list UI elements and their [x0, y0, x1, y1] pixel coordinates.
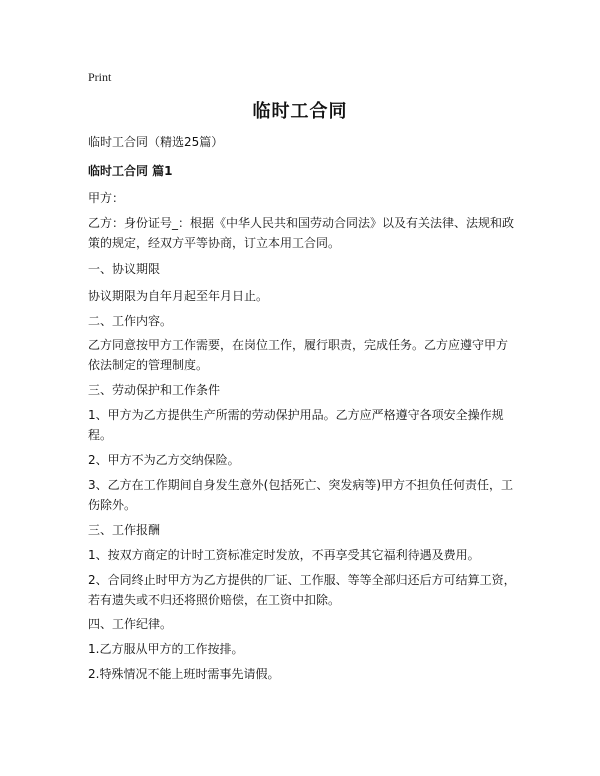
protection-item-3: 3、乙方在工作期间自身发生意外(包括死亡、突发病等)甲方不担负任何责任，工伤除外。 — [88, 478, 514, 512]
discipline-item-1: 1.乙方服从甲方的工作按排。 — [88, 642, 244, 656]
party-b-paragraph: 乙方：身份证号_：根据《中华人民共和国劳动合同法》以及有关法律、法规和政策的规定，经双方平等协商，订立本用工合同。 — [88, 216, 515, 250]
pay-item-2: 2、合同终止时甲方为乙方提供的厂证、工作服、等等全部归还后方可结算工资，若有遗失或不归还将照价赔偿，在工资中扣除。 — [88, 573, 516, 607]
work-paragraph: 乙方同意按甲方工作需要，在岗位工作，履行职责，完成任务。乙方应遵守甲方依法制定的管理制度。 — [88, 338, 509, 372]
discipline-heading: 四、工作纪律。 — [88, 617, 173, 631]
pay-item-1: 1、按双方商定的计时工资标准定时发放，不再享受其它福利待遇及费用。 — [88, 548, 480, 562]
document-subtitle: 临时工合同（精选25篇） — [88, 135, 224, 149]
work-heading: 二、工作内容。 — [88, 314, 173, 328]
protection-heading: 三、劳动保护和工作条件 — [88, 383, 221, 397]
protection-item-1: 1、甲方为乙方提供生产所需的劳动保护用品。乙方应严格遵守各项安全操作规程。 — [88, 408, 504, 442]
protection-item-2: 2、甲方不为乙方交纳保险。 — [88, 453, 240, 467]
document-title: 临时工合同 — [252, 101, 348, 122]
pay-heading: 三、工作报酬 — [88, 523, 161, 537]
section-title: 临时工合同 篇1 — [88, 164, 173, 178]
term-heading: 一、协议期限 — [88, 262, 161, 276]
print-link[interactable]: Print — [88, 70, 112, 84]
discipline-item-2: 2.特殊情况不能上班时需事先请假。 — [88, 667, 280, 681]
term-paragraph: 协议期限为自年月起至年月日止。 — [88, 289, 269, 303]
party-a-paragraph: 甲方： — [88, 191, 125, 205]
